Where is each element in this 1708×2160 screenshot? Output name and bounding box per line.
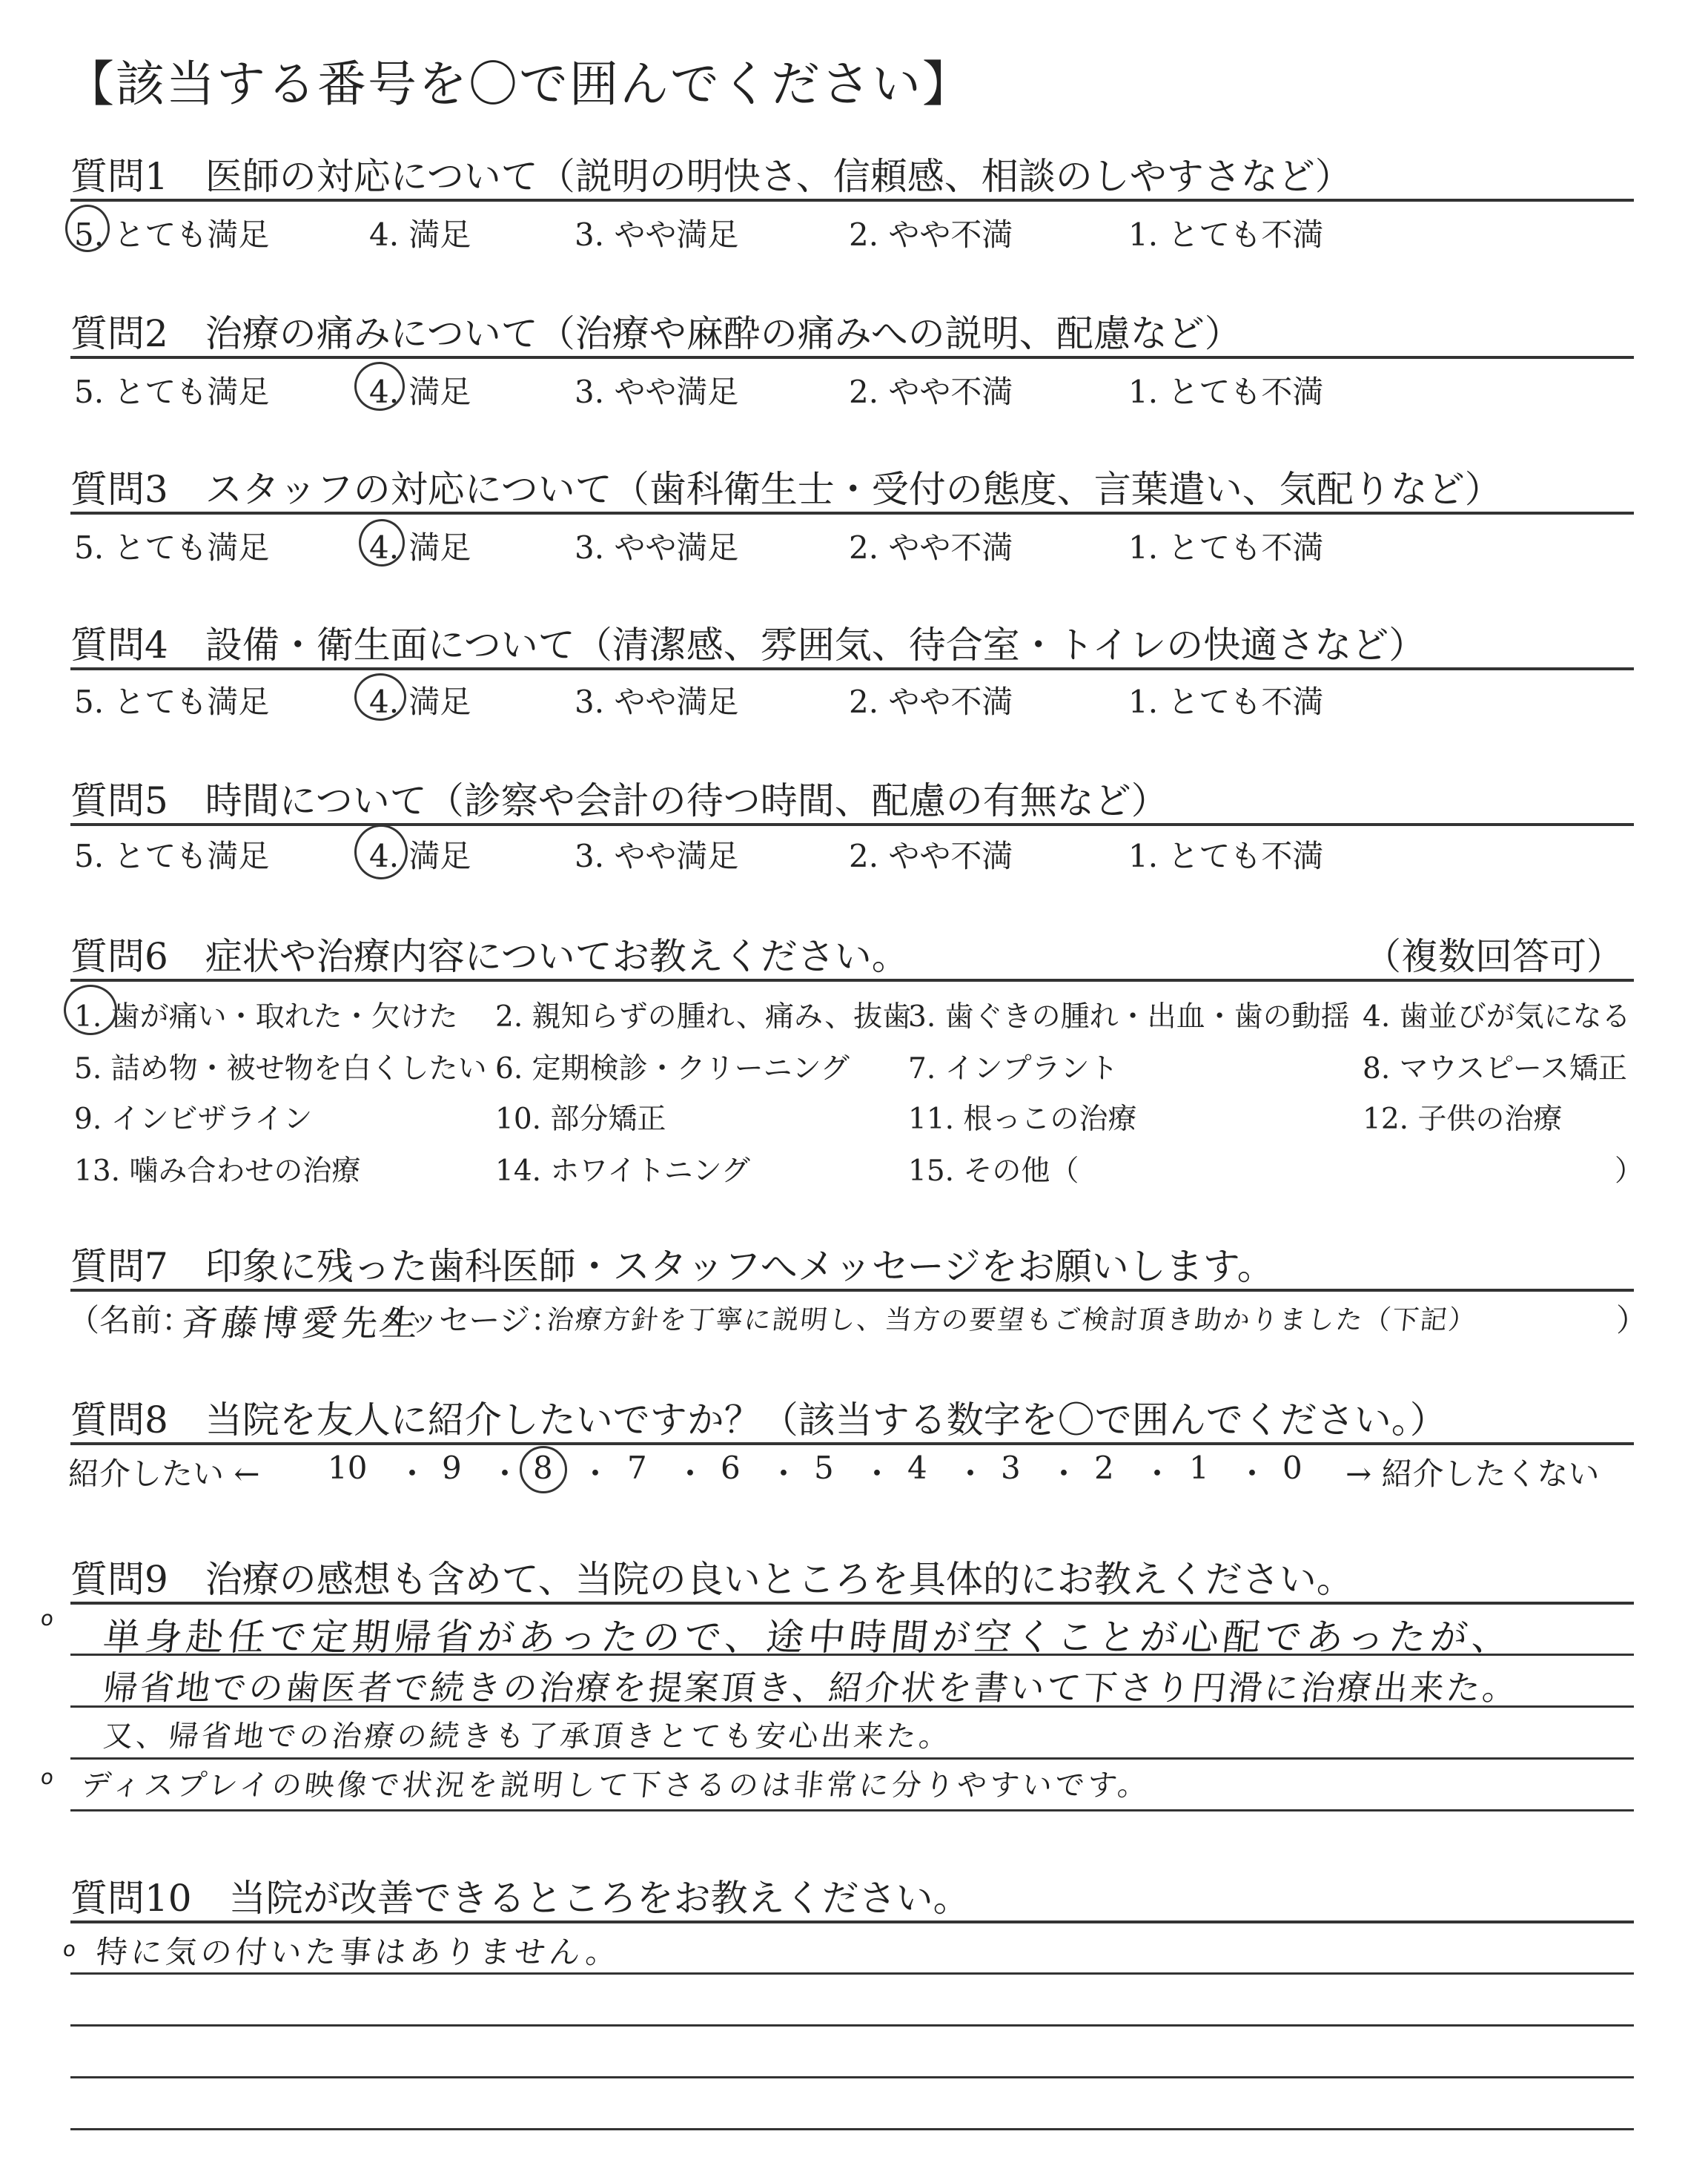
q2-selection-circle [354, 362, 405, 411]
q4-option-4[interactable]: 4. 満足 [369, 684, 471, 720]
q6-option-12[interactable]: 12. 子供の治療 [1363, 1103, 1563, 1136]
q8-scale-9[interactable]: 9 [442, 1450, 462, 1486]
q5-selection-circle [354, 825, 408, 879]
q1-option-2[interactable]: 2. やや不満 [849, 217, 1013, 253]
q8-dot: ・ [397, 1456, 428, 1492]
q5-option-2[interactable]: 2. やや不満 [849, 838, 1013, 874]
q8-selection-circle [520, 1446, 567, 1493]
q8-dot: ・ [1142, 1456, 1174, 1492]
q6-option-15-close: ） [1615, 1155, 1644, 1188]
q3-rule [70, 512, 1634, 515]
q6-option-9[interactable]: 9. インビザライン [74, 1103, 313, 1136]
q3-title: 質問3 スタッフの対応について（歯科衛生士・受付の態度、言葉遣い、気配りなど） [70, 468, 1502, 511]
bullet-icon: o [39, 1606, 59, 1631]
q9-title: 質問9 治療の感想も含めて、当院の良いところを具体的にお教えください。 [70, 1558, 1354, 1601]
q9-answer-line-1[interactable]: 単身赴任で定期帰省があったので、途中時間が空くことが心配であったが、 [101, 1616, 1516, 1659]
q2-title: 質問2 治療の痛みについて（治療や麻酔の痛みへの説明、配慮など） [70, 312, 1242, 355]
q4-rule [70, 667, 1634, 670]
q3-option-2[interactable]: 2. やや不満 [849, 529, 1013, 566]
q6-option-15[interactable]: 15. その他（ [908, 1155, 1079, 1188]
q8-rule [70, 1442, 1634, 1445]
q7-name-label: （名前： [68, 1302, 193, 1338]
q8-scale-8[interactable]: 8 [533, 1450, 553, 1486]
q6-option-8[interactable]: 8. マウスピース矯正 [1363, 1052, 1627, 1086]
q9-rule-1 [70, 1602, 1634, 1605]
q2-option-1[interactable]: 1. とても不満 [1128, 374, 1324, 410]
q9-answer-line-2[interactable]: 帰省地での歯医者で続きの治療を提案頂き、紹介状を書いて下さり円滑に治療出来た。 [101, 1668, 1521, 1708]
q8-scale-2[interactable]: 2 [1094, 1450, 1114, 1486]
q8-scale-6[interactable]: 6 [721, 1450, 741, 1486]
q10-rule-1 [70, 1920, 1634, 1923]
q6-option-2[interactable]: 2. 親知らずの腫れ、痛み、抜歯 [495, 1000, 912, 1034]
q8-scale-4[interactable]: 4 [907, 1450, 927, 1486]
q6-multiple-note: （複数回答可） [1364, 935, 1623, 978]
q7-message-label: メッセージ： [377, 1302, 562, 1338]
q8-scale-5[interactable]: 5 [814, 1450, 834, 1486]
q2-option-5[interactable]: 5. とても満足 [74, 374, 270, 410]
q3-selection-circle [359, 519, 405, 567]
q9-answer-line-4[interactable]: ディスプレイの映像で状況を説明して下さるのは非常に分りやすいです。 [79, 1768, 1153, 1803]
q2-option-2[interactable]: 2. やや不満 [849, 374, 1013, 410]
q4-title: 質問4 設備・衛生面について（清潔感、雰囲気、待合室・トイレの快適さなど） [70, 624, 1426, 667]
q10-answer-line-1[interactable]: 特に気の付いた事はありません。 [94, 1934, 623, 1970]
q4-option-2[interactable]: 2. やや不満 [849, 684, 1013, 720]
form-title: 【該当する番号を〇で囲んでください】 [65, 56, 973, 113]
q6-option-11[interactable]: 11. 根っこの治療 [908, 1103, 1137, 1136]
q8-scale-3[interactable]: 3 [1001, 1450, 1021, 1486]
q8-title: 質問8 当院を友人に紹介したいですか？（該当する数字を〇で囲んでください。） [70, 1398, 1447, 1441]
q2-rule [70, 356, 1634, 359]
q6-option-1[interactable]: 1. 歯が痛い・取れた・欠けた [74, 1000, 458, 1034]
q1-rule [70, 199, 1634, 202]
q7-title: 質問7 印象に残った歯科医師・スタッフへメッセージをお願いします。 [70, 1245, 1274, 1288]
bullet-icon: o [39, 1765, 59, 1789]
q1-selection-circle [65, 205, 110, 252]
q1-option-4[interactable]: 4. 満足 [369, 217, 471, 253]
q7-message-value[interactable]: 治療方針を丁寧に説明し、当方の要望もご検討頂き助かりました（下記） [545, 1305, 1478, 1335]
q2-option-4[interactable]: 4. 満足 [369, 374, 471, 410]
q4-option-3[interactable]: 3. やや満足 [575, 684, 739, 720]
q3-option-3[interactable]: 3. やや満足 [575, 529, 739, 566]
q6-option-5[interactable]: 5. 詰め物・被せ物を白くしたい [74, 1052, 487, 1086]
q6-selection-circle [64, 985, 117, 1035]
q10-rule-3 [70, 2024, 1634, 2027]
q6-option-13[interactable]: 13. 噛み合わせの治療 [74, 1155, 361, 1188]
q8-scale-7[interactable]: 7 [627, 1450, 647, 1486]
q8-dot: ・ [861, 1456, 893, 1492]
q8-dot: ・ [955, 1456, 987, 1492]
q8-dot: ・ [675, 1456, 706, 1492]
q5-rule [70, 823, 1634, 826]
q10-rule-5 [70, 2128, 1634, 2130]
q8-dot: ・ [1237, 1456, 1268, 1492]
q7-name-value[interactable]: 斉藤博愛先生 [179, 1303, 425, 1344]
q8-dot: ・ [1048, 1456, 1080, 1492]
q9-rule-4 [70, 1757, 1634, 1760]
q6-option-14[interactable]: 14. ホワイトニング [495, 1155, 750, 1188]
q9-rule-5 [70, 1809, 1634, 1811]
q6-option-4[interactable]: 4. 歯並びが気になる [1363, 1000, 1631, 1034]
q6-option-3[interactable]: 3. 歯ぐきの腫れ・出血・歯の動揺 [908, 1000, 1350, 1034]
q1-option-3[interactable]: 3. やや満足 [575, 217, 739, 253]
q4-option-5[interactable]: 5. とても満足 [74, 684, 270, 720]
q8-left-label: 紹介したい ← [68, 1456, 260, 1492]
q6-option-7[interactable]: 7. インプラント [908, 1052, 1119, 1086]
q2-option-3[interactable]: 3. やや満足 [575, 374, 739, 410]
q1-option-1[interactable]: 1. とても不満 [1128, 217, 1324, 253]
q6-option-6[interactable]: 6. 定期検診・クリーニング [495, 1052, 850, 1086]
q3-option-4[interactable]: 4. 満足 [369, 529, 471, 566]
q7-close-paren: ） [1616, 1302, 1648, 1338]
q3-option-5[interactable]: 5. とても満足 [74, 529, 270, 566]
q5-option-1[interactable]: 1. とても不満 [1128, 838, 1324, 874]
q1-title: 質問1 医師の対応について（説明の明快さ、信頼感、相談のしやすさなど） [70, 155, 1352, 198]
q9-answer-line-3[interactable]: 又、帰省地での治療の続きも了承頂きとても安心出来た。 [102, 1720, 954, 1754]
q7-rule [70, 1289, 1634, 1292]
q4-selection-circle [354, 673, 406, 721]
q1-option-5[interactable]: 5. とても満足 [74, 217, 270, 253]
q6-title: 質問6 症状や治療内容についてお教えください。 [70, 935, 909, 978]
q5-title: 質問5 時間について（診察や会計の待つ時間、配慮の有無など） [70, 779, 1168, 822]
q3-option-1[interactable]: 1. とても不満 [1128, 529, 1324, 566]
q8-scale-1[interactable]: 1 [1189, 1450, 1209, 1486]
q8-right-label: → 紹介したくない [1345, 1456, 1600, 1492]
q8-dot: ・ [489, 1456, 521, 1492]
q8-dot: ・ [580, 1456, 612, 1492]
q6-rule [70, 979, 1634, 982]
q5-option-4[interactable]: 4. 満足 [369, 838, 471, 874]
q4-option-1[interactable]: 1. とても不満 [1128, 684, 1324, 720]
q10-rule-4 [70, 2076, 1634, 2078]
q8-scale-0[interactable]: 0 [1282, 1450, 1302, 1486]
q6-option-10[interactable]: 10. 部分矯正 [495, 1103, 666, 1136]
q8-dot: ・ [768, 1456, 800, 1492]
q5-option-3[interactable]: 3. やや満足 [575, 838, 739, 874]
q8-scale-10[interactable]: 10 [328, 1450, 368, 1486]
bullet-icon: o [62, 1937, 82, 1961]
q5-option-5[interactable]: 5. とても満足 [74, 838, 270, 874]
q10-title: 質問10 当院が改善できるところをお教えください。 [70, 1877, 970, 1920]
q10-rule-2 [70, 1972, 1634, 1975]
